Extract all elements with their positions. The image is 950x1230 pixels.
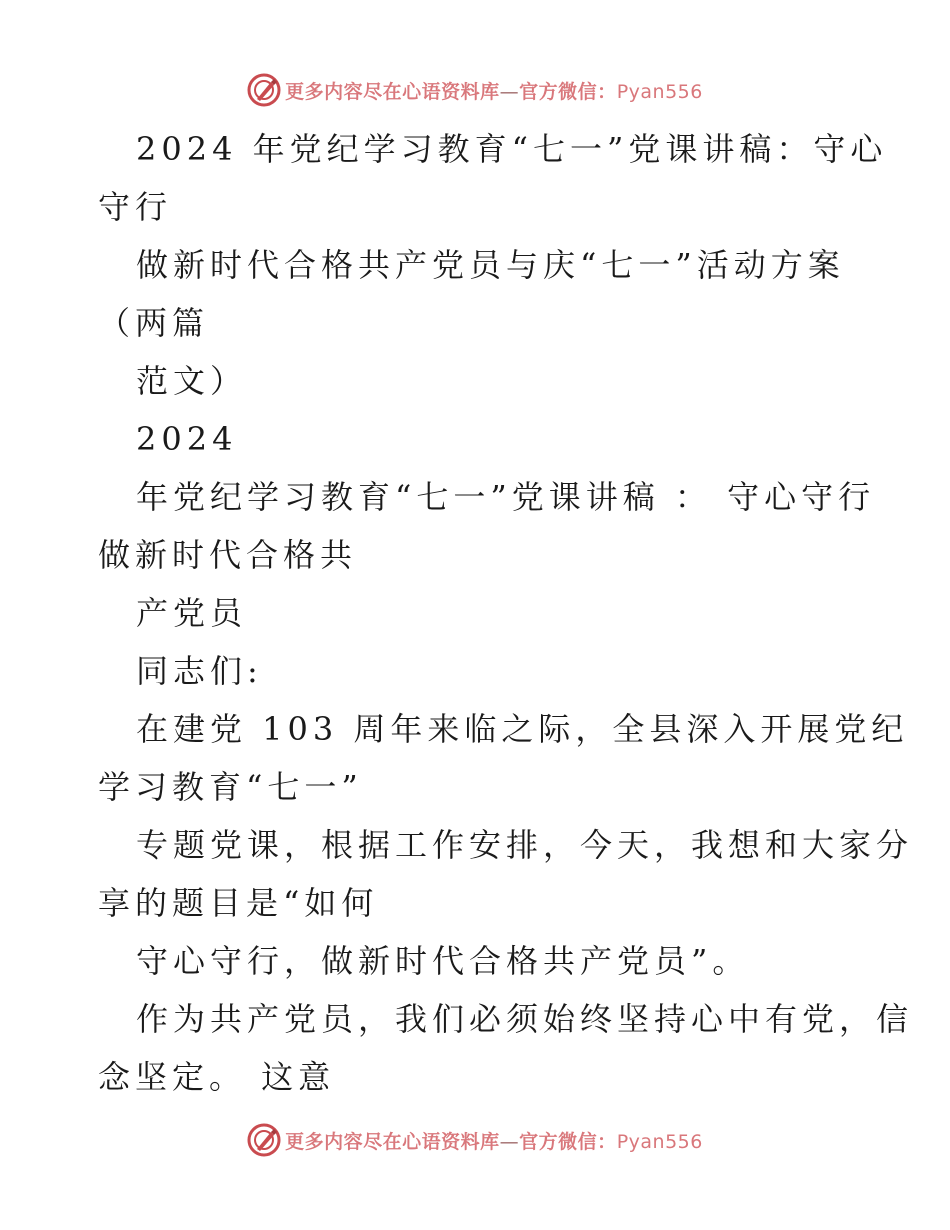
- watermark-header: [0, 70, 950, 110]
- paragraph-line: 念坚定。 这意: [98, 1058, 336, 1096]
- paragraph-line: 在建党 103 周年来临之际，全县深入开展党纪: [136, 710, 909, 748]
- pen-logo-icon: [247, 1123, 281, 1157]
- watermark-text: 更多内容尽在心语资料库—官方微信：Pyan556: [285, 80, 703, 103]
- paragraph-line: 作为共产党员，我们必须始终坚持心中有党，信: [136, 1000, 914, 1038]
- paragraph-line: 享的题目是“如何: [98, 884, 379, 922]
- title-line-2: 守行: [98, 188, 173, 226]
- section-title-line-3: 产党员: [136, 594, 248, 632]
- pen-logo-icon: [247, 73, 281, 107]
- subtitle-line-1: 做新时代合格共产党员与庆“七一”活动方案: [136, 246, 845, 284]
- paragraph-line: 守心守行，做新时代合格共产党员”。: [136, 942, 750, 980]
- paragraph-line: 专题党课，根据工作安排，今天，我想和大家分: [136, 826, 914, 864]
- paragraph-line: 学习教育“七一”: [98, 768, 363, 806]
- section-title-line-1: 年党纪学习教育“七一”党课讲稿 ： 守心守行: [136, 478, 876, 516]
- document-body: [98, 120, 914, 1106]
- subtitle-line-3: 范文）: [136, 362, 248, 400]
- watermark-text: 更多内容尽在心语资料库—官方微信：Pyan556: [285, 1130, 703, 1153]
- salutation: 同志们:: [136, 652, 263, 690]
- subtitle-line-2: （两篇: [98, 304, 210, 342]
- section-title-line-2: 做新时代合格共: [98, 536, 358, 574]
- title-line-1: 2024 年党纪学习教育“七一”党课讲稿：守心: [136, 130, 888, 168]
- section-year: 2024: [136, 420, 238, 458]
- watermark-footer: [0, 1120, 950, 1160]
